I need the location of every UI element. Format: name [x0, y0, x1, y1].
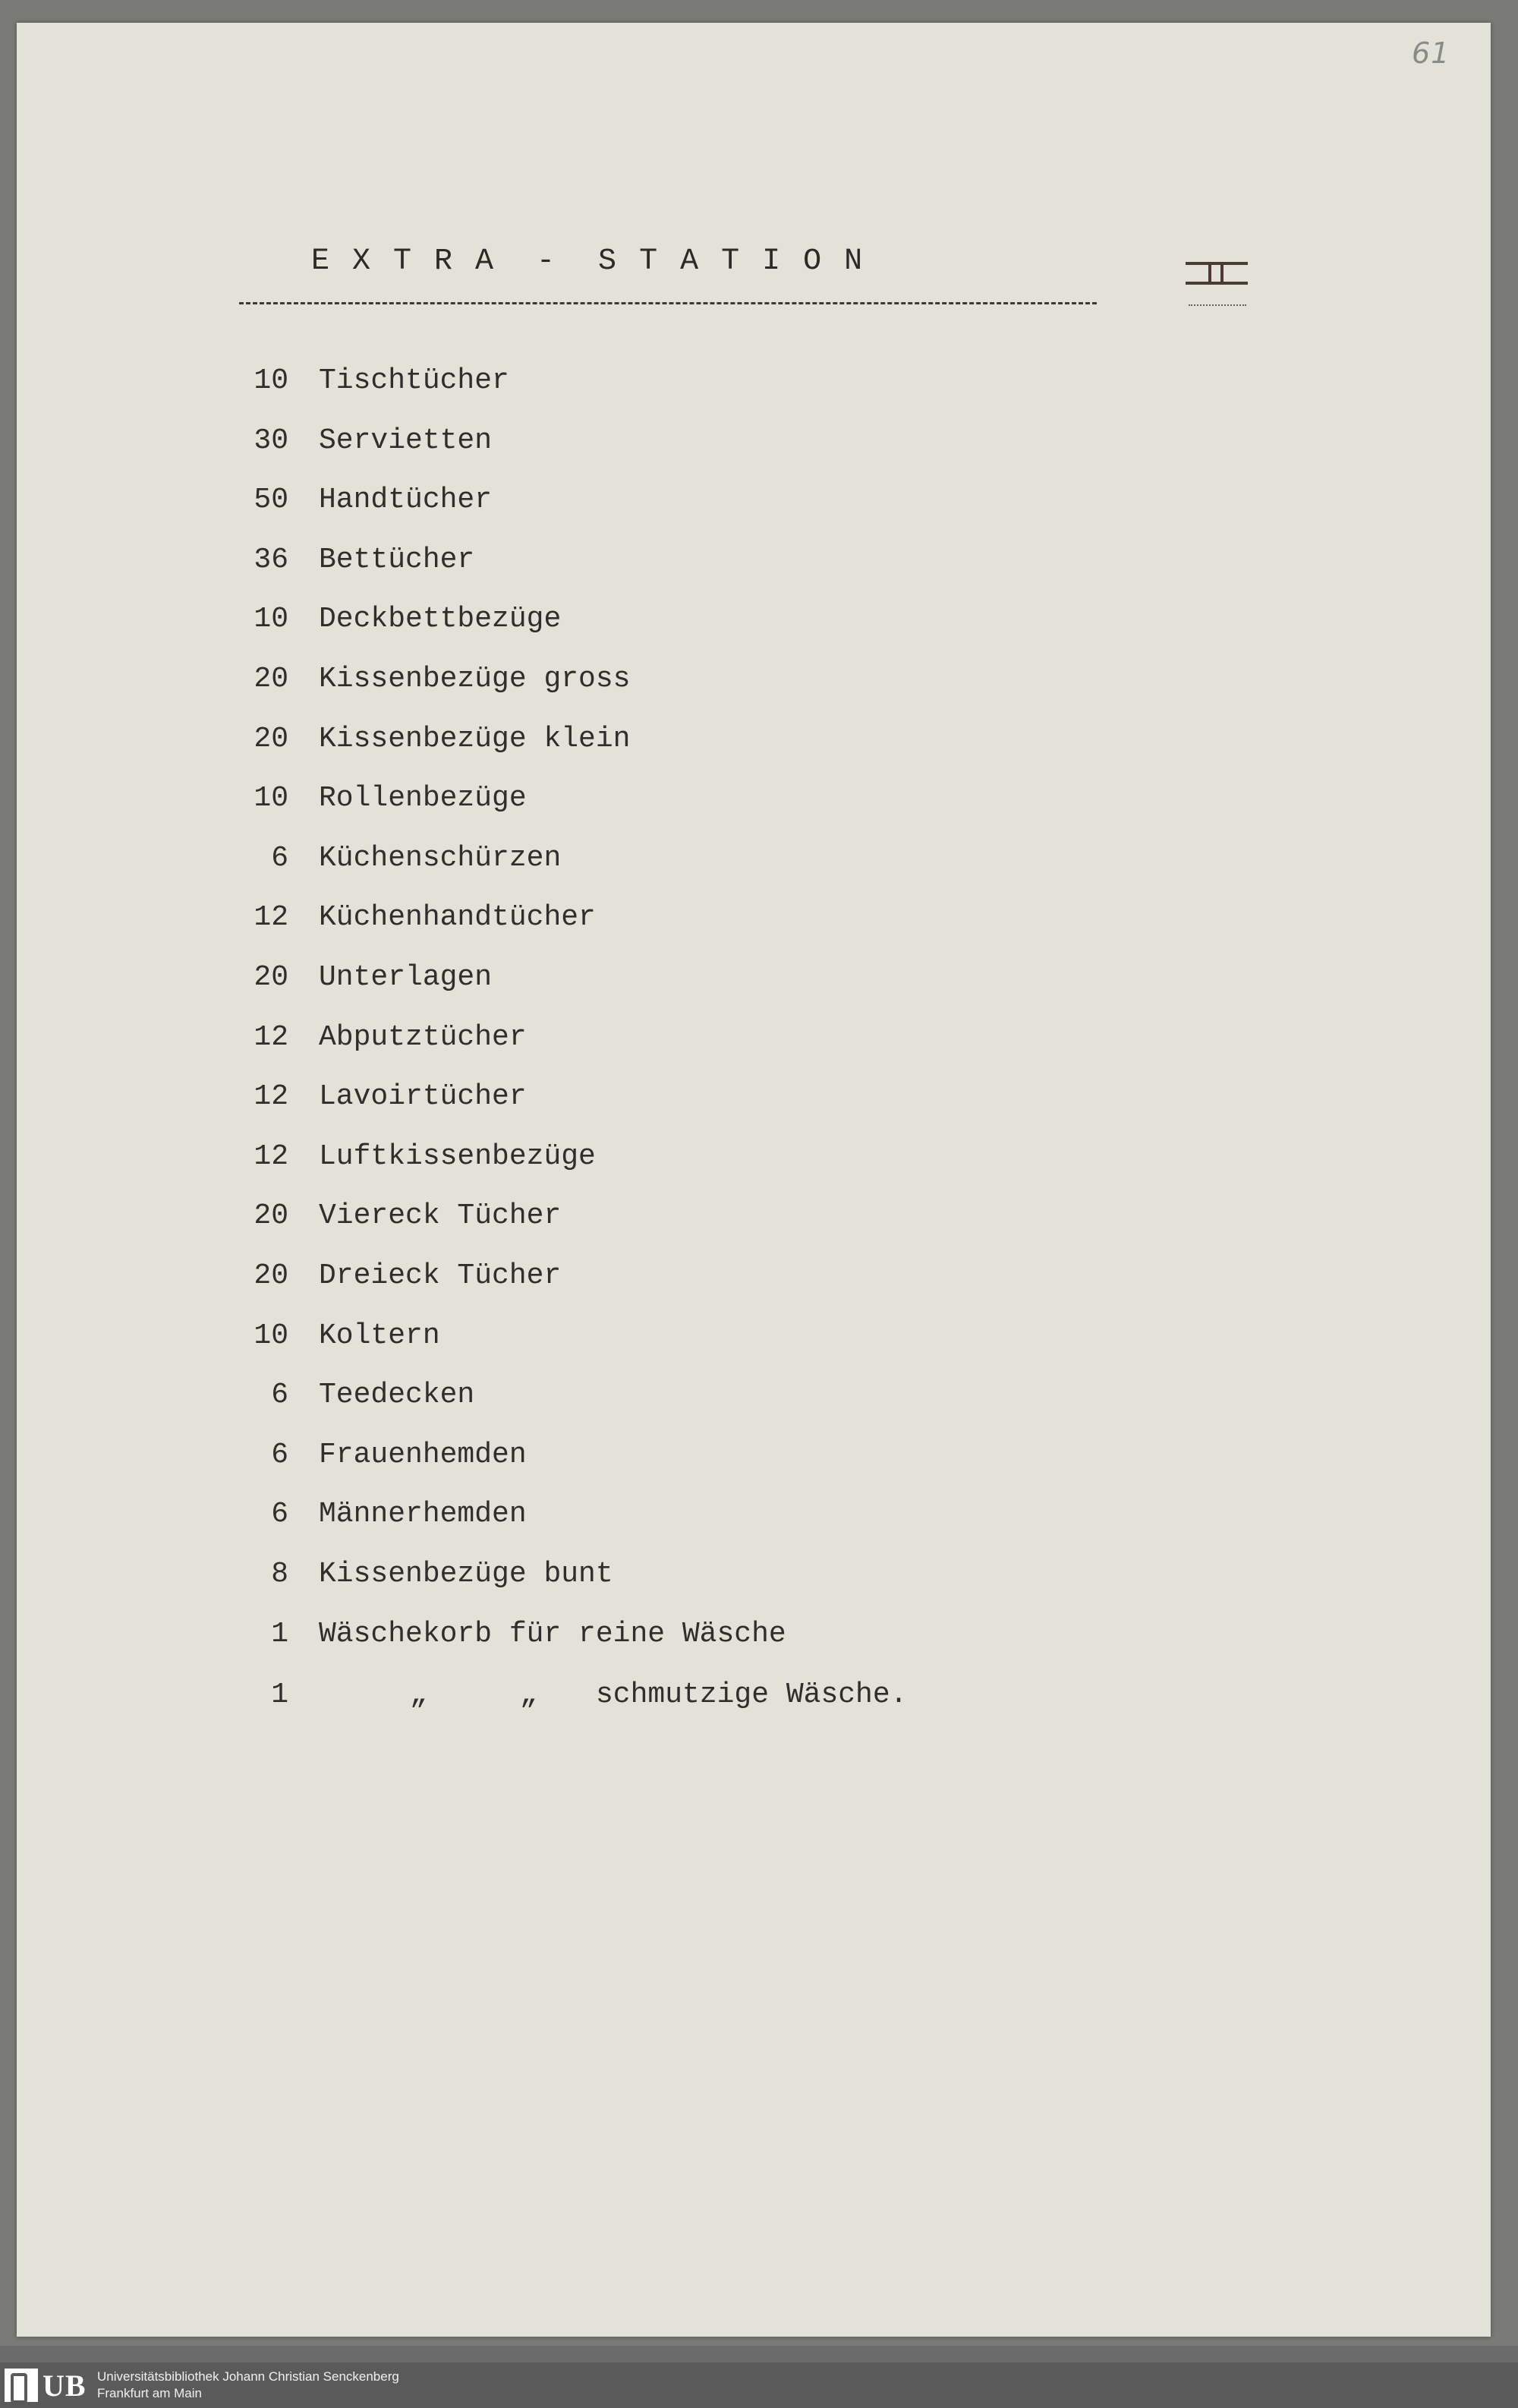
item-quantity: 6 — [271, 1498, 288, 1531]
item-quantity: 12 — [254, 1080, 288, 1114]
item-quantity: 6 — [271, 1379, 288, 1412]
item-quantity: 12 — [254, 1139, 288, 1173]
item-quantity: 1 — [271, 1678, 288, 1712]
item-name: Koltern — [319, 1319, 440, 1352]
ditto-mark: „ — [520, 1678, 537, 1712]
item-quantity: 12 — [254, 1020, 288, 1054]
item-quantity: 6 — [271, 1438, 288, 1471]
page-heading: E X T R A - S T A T I O N — [311, 244, 865, 279]
item-quantity: 10 — [254, 782, 288, 815]
library-name — [97, 2369, 399, 2402]
item-quantity: 30 — [254, 424, 288, 457]
item-name: Viereck Tücher — [319, 1199, 562, 1233]
item-name: Rollenbezüge — [319, 782, 527, 815]
item-quantity: 8 — [271, 1558, 288, 1590]
item-name: Männerhemden — [319, 1498, 527, 1531]
item-name: Dreieck Tücher — [319, 1259, 562, 1292]
item-name: Küchenhandtücher — [319, 901, 596, 935]
item-name: schmutzige Wäsche. — [596, 1678, 908, 1712]
item-name: Tischtücher — [319, 364, 509, 397]
ditto-mark: „ — [410, 1678, 427, 1712]
ub-logo-text: UB — [43, 2368, 87, 2403]
item-name: Küchenschürzen — [319, 841, 562, 875]
library-emblem-icon — [5, 2369, 38, 2402]
item-quantity: 10 — [254, 1319, 288, 1352]
item-quantity: 20 — [254, 1259, 288, 1292]
folio-number: 61 — [1412, 36, 1450, 70]
heading-underline — [239, 302, 1097, 304]
item-quantity: 36 — [254, 543, 288, 576]
item-quantity: 20 — [254, 722, 288, 755]
item-name: Kissenbezüge klein — [319, 722, 631, 755]
library-name-line2: Frankfurt am Main — [97, 2386, 202, 2400]
item-name: Abputztücher — [319, 1020, 527, 1054]
item-quantity: 12 — [254, 901, 288, 935]
item-quantity: 10 — [254, 364, 288, 397]
item-name: Kissenbezüge bunt — [319, 1558, 613, 1590]
item-name: Frauenhemden — [319, 1438, 527, 1471]
item-name: Lavoirtücher — [319, 1080, 527, 1114]
item-name: Handtücher — [319, 484, 493, 517]
item-quantity: 10 — [254, 603, 288, 636]
item-name: Luftkissenbezüge — [319, 1139, 596, 1173]
ub-logo — [5, 2369, 87, 2402]
item-name: Kissenbezüge gross — [319, 663, 631, 695]
library-footer — [0, 2362, 1518, 2408]
item-quantity: 20 — [254, 663, 288, 695]
section-numeral — [1186, 262, 1248, 292]
item-name: Unterlagen — [319, 961, 493, 994]
item-name: Deckbettbezüge — [319, 603, 562, 636]
library-name-line1: Universitätsbibliothek Johann Christian Senckenberg — [97, 2369, 399, 2384]
item-quantity: 1 — [271, 1617, 288, 1650]
item-name: Wäschekorb für reine Wäsche — [319, 1617, 786, 1650]
item-name: Teedecken — [319, 1379, 475, 1412]
item-quantity: 20 — [254, 1199, 288, 1233]
item-name: Servietten — [319, 424, 493, 457]
item-quantity: 50 — [254, 484, 288, 517]
item-name: Bettücher — [319, 543, 475, 576]
item-quantity: 6 — [271, 841, 288, 875]
item-quantity: 20 — [254, 961, 288, 994]
